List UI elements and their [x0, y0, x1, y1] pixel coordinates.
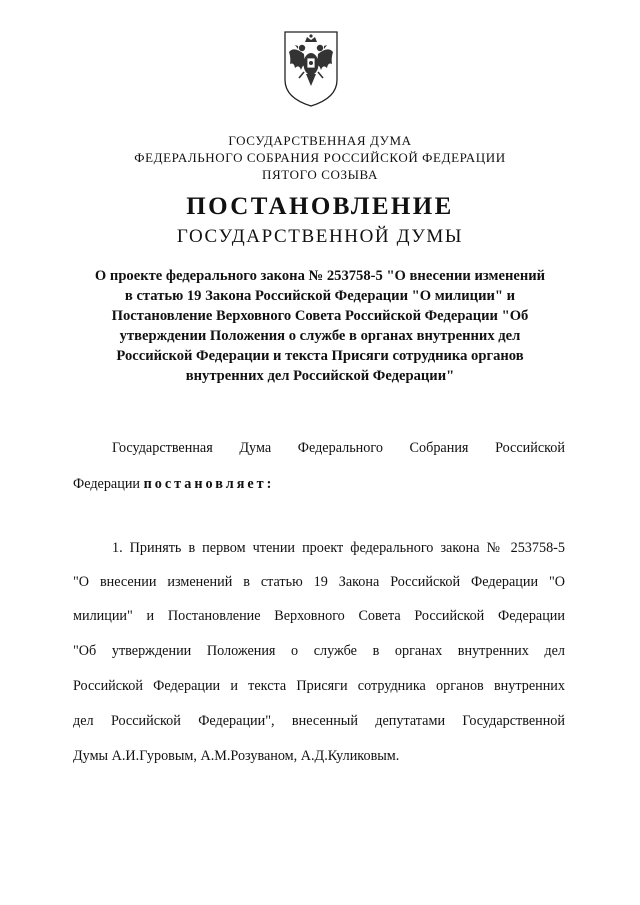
- preamble-line: [73, 476, 565, 493]
- preamble-line: Государственная Дума Федерального Собрания Российской: [112, 440, 565, 456]
- point1-line: Думы А.И.Гуровым, А.М.Розуваном, А.Д.Куликовым.: [73, 748, 400, 764]
- point1-line: Российской Федерации и текста Присяги сотрудника органов внутренних: [73, 678, 565, 694]
- header-line-convocation: ПЯТОГО СОЗЫВА: [262, 167, 378, 182]
- point1-line: "Об утверждении Положения о службе в органах внутренних дел: [73, 643, 565, 659]
- subject-line: в статью 19 Закона Российской Федерации "О милиции" и: [124, 288, 516, 304]
- document-subtitle: ГОСУДАРСТВЕННОЙ ДУМЫ: [176, 226, 464, 247]
- preamble-text: Федерации: [73, 476, 144, 492]
- document-title: ПОСТАНОВЛЕНИЕ: [186, 193, 454, 220]
- document-subject: [60, 266, 580, 386]
- subject-line: Российской Федерации и текста Присяги сотрудника органов: [116, 348, 524, 364]
- point1-line: дел Российской Федерации", внесенный депутатами Государственной: [73, 713, 565, 729]
- point1-line: 1. Принять в первом чтении проект федерального закона № 253758-5: [112, 540, 565, 556]
- russian-coat-of-arms-icon: [282, 28, 340, 108]
- subject-line: внутренних дел Российской Федерации": [185, 368, 455, 384]
- header-line-duma: ГОСУДАРСТВЕННАЯ ДУМА: [228, 133, 412, 148]
- point1-line: "О внесении изменений в статью 19 Закона Российской Федерации "О: [73, 574, 565, 590]
- preamble-resolves: постановляет:: [143, 476, 275, 492]
- subject-line: утверждении Положения о службе в органах внутренних дел: [119, 328, 521, 344]
- subject-line: Постановление Верховного Совета Российской Федерации "Об: [111, 308, 529, 324]
- subject-line: О проекте федерального закона № 253758-5 "О внесении изменений: [94, 268, 546, 284]
- point1-line: милиции" и Постановление Верховного Совета Российской Федерации: [73, 608, 565, 624]
- header-line-assembly: ФЕДЕРАЛЬНОГО СОБРАНИЯ РОССИЙСКОЙ ФЕДЕРАЦИИ: [134, 150, 506, 165]
